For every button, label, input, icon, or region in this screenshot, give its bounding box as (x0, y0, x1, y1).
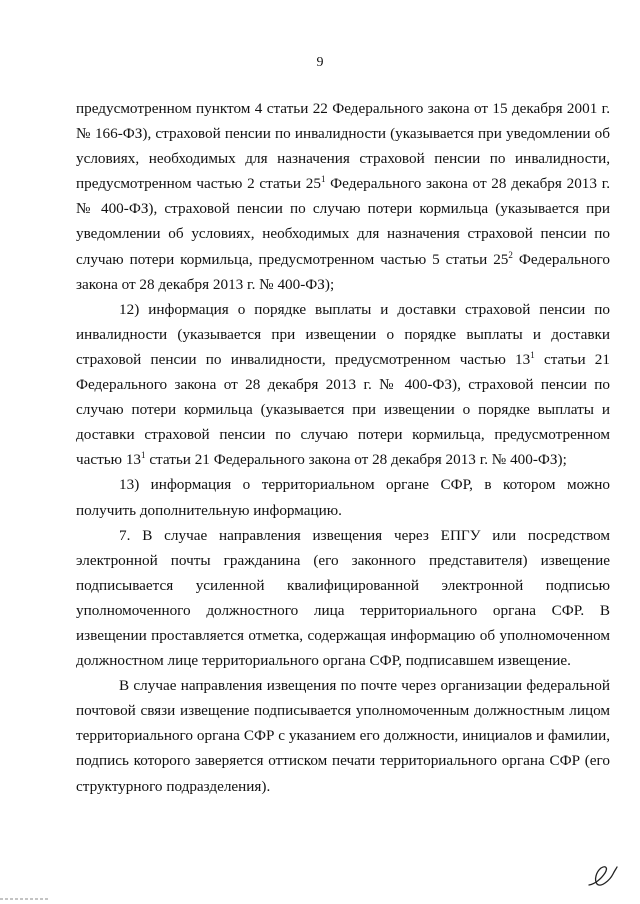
text-segment: 12) информация о порядке выплаты и доставки страховой пенсии по инвалидности (указывается при извещении о порядке выплаты и доставки страховой пенсии по инвалидности, предусмотренном частью 13 (76, 300, 610, 368)
paragraph-section-7 (76, 523, 610, 674)
paragraph-item-12 (76, 297, 610, 473)
handwritten-initials-mark (586, 862, 620, 890)
superscript: 2 (508, 249, 513, 260)
text-segment: Федерального закона от 28 декабря 2013 г. № 400-ФЗ); (76, 250, 610, 293)
text-segment: В случае направления извещения по почте через организации федеральной почтовой связи извещение подписывается уполномоченным должностным лицом территориального органа СФР с указанием его должности, инициалов и фамилии, подпись которого заверяется оттиском печати территориального органа СФР (его структурного подразделения). (76, 677, 610, 795)
superscript: 1 (530, 349, 535, 360)
text-segment: 7. В случае направления извещения через ЕПГУ или посредством электронной почты гражданина (его законного представителя) извещение подписывается усиленной квалифицированной электронной подписью уполномоченного должностного лица территориального органа СФР. В извещении проставляется отметка, содержащая информацию об уполномоченном должностном лице территориального органа СФР, подписавшем извещение. (76, 526, 610, 670)
page-number: 9 (316, 55, 324, 70)
text-segment: статьи 21 Федерального закона от 28 декабря 2013 г. № 400-ФЗ), страховой пенсии по случаю потери кормильца (указывается при извещении о порядке выплаты и доставки страховой пенсии по случаю потери кормильца, предусмотренном частью 13 (76, 350, 610, 469)
text-segment: Федерального закона от 28 декабря 2013 г. № 400-ФЗ), страховой пенсии по случаю потери кормильца (указывается при уведомлении об условиях, необходимых для назначения страховой пенсии по случаю потери кормильца, предусмотренном частью 5 статьи 25 (76, 175, 610, 268)
body-text (76, 96, 610, 799)
text-segment: 13) информация о территориальном органе СФР, в котором можно получить дополнительную информацию. (76, 476, 610, 519)
superscript: 1 (141, 450, 146, 461)
text-segment: статьи 21 Федерального закона от 28 декабря 2013 г. № 400-ФЗ); (145, 451, 567, 469)
paragraph-continuation (76, 96, 610, 297)
text-segment: предусмотренном пунктом 4 статьи 22 Федерального закона от 15 декабря 2001 г. № 166-ФЗ), страховой пенсии по инвалидности (указывается при уведомлении об условиях, необходимых для назначения страховой пенсии по инвалидности, предусмотренном частью 2 статьи 25 (76, 100, 610, 193)
scan-edge-mark (0, 897, 48, 901)
paragraph-item-13 (76, 472, 610, 522)
superscript: 1 (320, 174, 326, 185)
paragraph-postal (76, 673, 610, 798)
